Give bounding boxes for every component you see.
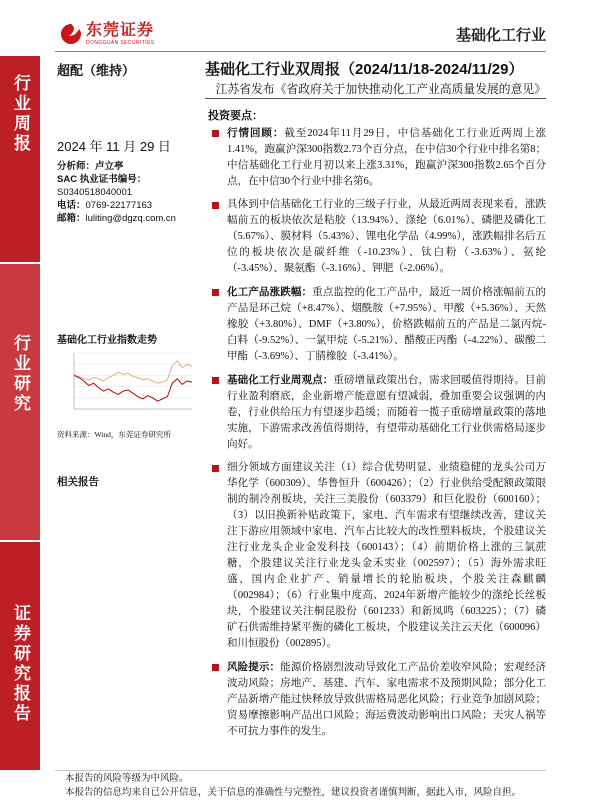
footer-divider <box>55 770 546 771</box>
bullet-market-review <box>210 125 546 190</box>
index-trend-chart <box>56 345 196 425</box>
bullet-body: 重点监控的化工产品中，最近一周价格涨幅前五的产品是环己烷（+8.47%）、烟酰胺（+7.95%）、甲酸（+5.36%）、天然橡胶（+3.80%）、DMF（+3.80%），价格跌幅前五的产品是二氯丙烷-白料（-9.52%）、一氯甲烷（-5.21%）、醋酸正丙酯（-4.22%）、碳酸二甲酯（-3.69%）、丁腈橡胶（-3.41%）。 <box>227 287 546 362</box>
bullet-paragraph <box>227 460 546 652</box>
report-title: 基础化工行业双周报（2024/11/18-2024/11/29） <box>205 61 524 78</box>
bullet-label: 行情回顾： <box>227 127 285 139</box>
bullet-paragraph <box>227 197 546 277</box>
footer-disclaimer <box>65 772 521 800</box>
bullet-body: 细分领域方面建议关注（1）综合优势明显、业绩稳健的龙头公司万华化学（600309）、华鲁恒升（600426）；（2）行业供给受配额政策限制的制冷剂板块，关注三美股份（603379）和巨化股份（600160）；（3）以旧换新补贴政策下，家电、汽车需求有望继续改善，建议关注下游应用领域中家电、汽车占比较大的改性塑料板块，个股建议关注行业龙头企业金发科技（600143）；（4）前期价格上涨的三氯蔗糖，个股建议关注行业龙头金禾实业（002597）；（5）海外需求旺盛，国内企业扩产、销量增长的轮胎板块，个股关注森麒麟（002984）；（6）行业集中度高、2024年新增产能较少的涤纶长丝板块，个股建议关注桐昆股份（601233）和新凤鸣（603225）；（7）磷矿石供需维持紧平衡的磷化工板块，个股建议关注云天化（600096）和川恒股份（002895）。 <box>227 462 546 649</box>
logo-text <box>86 22 154 46</box>
bullet-recommendations <box>210 460 546 652</box>
company-logo <box>60 22 154 46</box>
bullet-paragraph <box>227 284 546 365</box>
sidebar-label-securities-report: 证券研究报告 <box>11 604 30 724</box>
sac-label-row <box>57 173 197 186</box>
sidebar-segment-weekly <box>0 56 40 262</box>
bullet-paragraph <box>227 125 546 190</box>
chart-source: 资料来源：Wind，东莞证券研究所 <box>57 430 171 439</box>
related-reports-heading: 相关报告 <box>57 476 99 488</box>
bullet-body: 截至2024年11月29日，中信基础化工行业近两周上涨1.41%，跑赢沪深300指数2.73个百分点，在中信30个行业中排名第8；中信基础化工行业月初以来上涨3.31%，跑赢沪深300指数2.65个百分点，在中信30个行业中排名第6。 <box>227 128 546 187</box>
bullet-body: 重磅增量政策出台，需求回暖值得期待。目前行业盈利磨底，企业新增产能意愿有望减弱，叠加重要会议强调的内卷，行业供给压力有望逐步趋缓；而随着一揽子重磅增量政策的落地实施，下游需求改善值得期待，有望带动基础化工行业供需格局逐步向好。 <box>227 375 546 450</box>
phone-number: 0769-22177163 <box>85 200 153 211</box>
bullet-body: 能源价格剧烈波动导致化工产品价差收窄风险；宏观经济波动风险；房地产、基建、汽车、家电需求不及预期风险；部分化工产品新增产能过快释放导致供需格局恶化风险；行业竞争加剧风险；贸易摩擦影响产品出口风险；海运费波动影响出口风险；天灾人祸等不可抗力事件的发生。 <box>227 662 546 737</box>
sidebar-label-industry-research: 行业研究 <box>11 334 30 414</box>
analyst-row <box>57 160 197 173</box>
footer-info-notice: 本报告的信息均来自已公开信息，关于信息的准确性与完整性，建议投资者谨慎判断，据此入市，风险自担。 <box>65 788 522 798</box>
index-series-line-2 <box>74 375 192 401</box>
bullet-paragraph <box>227 659 546 740</box>
bullet-paragraph <box>227 372 546 453</box>
title-divider <box>205 98 546 99</box>
analyst-name: 卢立亭 <box>95 161 124 172</box>
bullet-risk-warning <box>210 659 546 740</box>
report-date: 2024 年 11 月 29 日 <box>57 139 171 154</box>
sac-number: S0340518040001 <box>57 187 133 198</box>
header-industry: 基础化工行业 <box>455 27 546 44</box>
bullet-product-prices <box>210 284 546 365</box>
logo-name-en: DONGGUAN SECURITIES <box>86 40 155 46</box>
bullet-square-icon <box>212 202 219 209</box>
rating: 超配（维持） <box>57 63 136 78</box>
email-label: 邮箱： <box>57 213 86 224</box>
logo-name-cn: 东莞证券 <box>86 22 155 39</box>
bullet-label: 风险提示： <box>227 661 281 673</box>
bullet-square-icon <box>212 289 219 296</box>
analyst-label: 分析师： <box>57 161 96 172</box>
email-row <box>57 212 197 225</box>
analyst-info <box>57 160 197 225</box>
sidebar-segment-securities-report <box>0 542 40 770</box>
bullet-square-icon <box>212 465 219 472</box>
bullet-square-icon <box>212 664 219 671</box>
sidebar-label-weekly: 行业周报 <box>11 74 30 154</box>
bullet-weekly-view <box>210 372 546 453</box>
bullet-label: 基础化工行业周观点： <box>227 374 334 386</box>
footer-risk-level: 本报告的风险等级为中风险。 <box>65 774 189 784</box>
email-address: luliting@dgzq.com.cn <box>85 213 176 224</box>
bullet-body: 具体到中信基础化工行业的三级子行业，从最近两周表现来看，涨跌幅前五的板块依次是粘胶（13.94%）、涤纶（6.01%）、磷肥及磷化工（5.67%）、膜材料（5.43%）、锂电化学品（4.99%），涨跌幅排名后五位的板块依次是碳纤维（-10.23%）、钛白粉（-3.63%）、氨纶（-3.45%）、聚氨酯（-3.16%）、钾肥（-2.06%）。 <box>227 199 546 274</box>
phone-row <box>57 199 197 212</box>
report-subtitle: 江苏省发布《省政府关于加快推动化工产业高质量发展的意见》 <box>215 82 546 96</box>
sac-label: SAC 执业证书编号： <box>57 174 147 185</box>
sidebar-segment-industry-research <box>0 264 40 540</box>
bullet-label: 化工产品涨跌幅： <box>227 286 313 298</box>
bullet-square-icon <box>212 377 219 384</box>
bullet-sub-industry <box>210 197 546 277</box>
logo-emblem-icon <box>60 23 82 45</box>
bullet-square-icon <box>212 130 219 137</box>
key-points-list <box>210 125 546 747</box>
header-divider <box>55 51 546 52</box>
key-points-heading: 投资要点： <box>208 110 263 122</box>
index-chart-title: 基础化工行业指数走势 <box>57 335 157 346</box>
phone-label: 电话： <box>57 200 86 211</box>
